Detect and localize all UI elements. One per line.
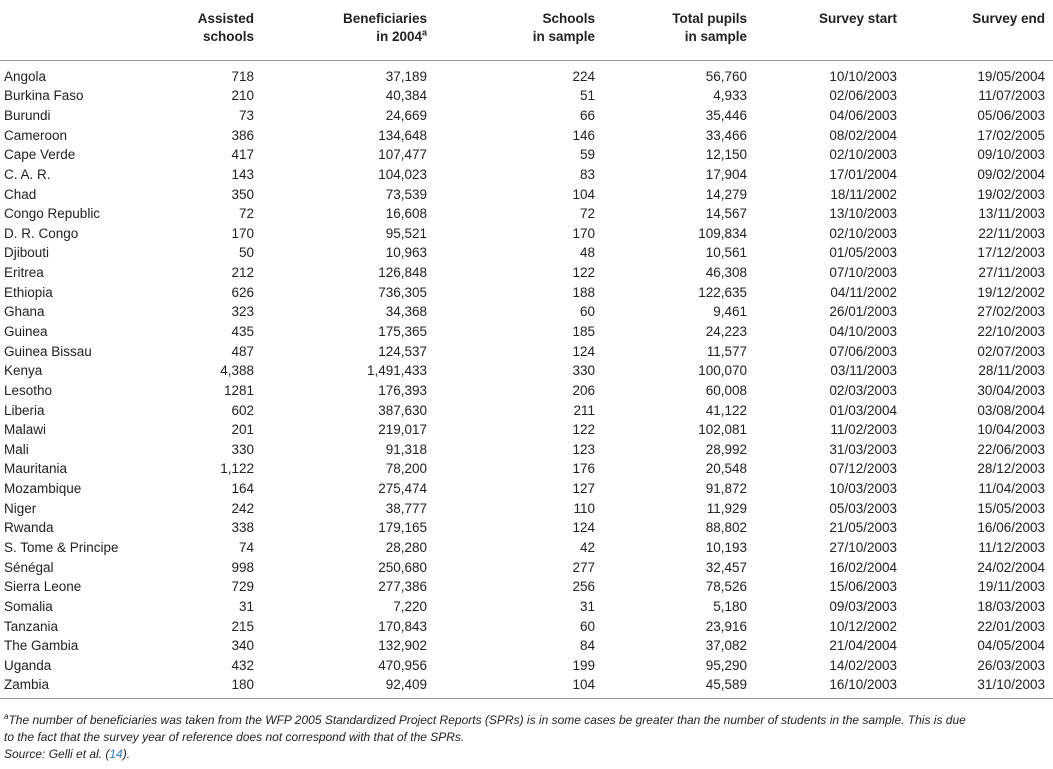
cell-survey-start: 07/12/2003	[829, 461, 897, 477]
cell-schools-in-sample: 60	[579, 304, 595, 320]
cell-assisted-schools: 201	[231, 422, 254, 438]
cell-country: Cameroon	[4, 127, 68, 143]
cell-survey-end: 15/05/2003	[977, 500, 1045, 516]
cell-survey-end: 18/03/2003	[977, 598, 1045, 614]
cell-beneficiaries: 34,368	[385, 304, 427, 320]
table-row	[0, 616, 1053, 636]
cell-total-pupils: 4,933	[713, 88, 747, 104]
cell-country: Cape Verde	[4, 147, 76, 163]
table-row	[0, 420, 1053, 440]
table-row	[0, 282, 1053, 302]
table-row	[0, 60, 1053, 86]
cell-beneficiaries: 104,023	[378, 166, 427, 182]
cell-beneficiaries: 387,630	[378, 402, 427, 418]
cell-country: Kenya	[4, 363, 43, 379]
cell-assisted-schools: 31	[238, 598, 254, 614]
cell-schools-in-sample: 277	[572, 559, 595, 575]
cell-schools-in-sample: 42	[579, 540, 595, 556]
table-row	[0, 184, 1053, 204]
cell-schools-in-sample: 199	[572, 657, 595, 673]
cell-beneficiaries: 37,189	[385, 68, 427, 84]
cell-survey-start: 10/03/2003	[829, 481, 897, 497]
cell-total-pupils: 33,466	[705, 127, 747, 143]
header-survey-end: Survey end	[905, 0, 1053, 60]
source-citation: Source: Gelli et al. (14).	[4, 747, 131, 761]
cell-survey-end: 28/11/2003	[978, 363, 1045, 379]
cell-assisted-schools: 729	[231, 579, 254, 595]
cell-survey-start: 03/11/2003	[830, 363, 897, 379]
cell-beneficiaries: 92,409	[262, 675, 435, 698]
cell-total-pupils: 28,992	[705, 441, 747, 457]
cell-survey-start: 18/11/2002	[830, 186, 897, 202]
table-row	[0, 145, 1053, 165]
cell-assisted-schools: 338	[231, 520, 254, 536]
header-country	[0, 0, 160, 60]
cell-schools-in-sample: 176	[572, 461, 595, 477]
cell-country: Ghana	[4, 304, 45, 320]
cell-schools-in-sample: 84	[579, 638, 595, 654]
cell-survey-end: 05/06/2003	[977, 107, 1045, 123]
cell-total-pupils: 23,916	[705, 618, 747, 634]
cell-country: Guinea Bissau	[4, 343, 92, 359]
cell-country: Malawi	[4, 422, 47, 438]
cell-assisted-schools: 215	[231, 618, 254, 634]
cell-survey-start: 21/04/2004	[829, 638, 897, 654]
cell-total-pupils: 78,526	[705, 579, 747, 595]
table-row	[0, 322, 1053, 342]
cell-country: Somalia	[4, 598, 53, 614]
cell-beneficiaries: 132,902	[378, 638, 427, 654]
cell-survey-end: 22/06/2003	[977, 441, 1045, 457]
cell-survey-start: 14/02/2003	[829, 657, 897, 673]
cell-assisted-schools: 72	[238, 206, 254, 222]
cell-survey-start: 10/10/2003	[829, 68, 897, 84]
cell-survey-end: 26/03/2003	[977, 657, 1045, 673]
table-row	[0, 165, 1053, 185]
cell-country: Niger	[4, 500, 37, 516]
cell-assisted-schools: 386	[231, 127, 254, 143]
cell-survey-start: 16/10/2003	[755, 675, 905, 698]
cell-survey-start: 02/10/2003	[829, 225, 897, 241]
cell-beneficiaries: 175,365	[378, 324, 427, 339]
cell-beneficiaries: 10,963	[385, 245, 427, 261]
cell-total-pupils: 91,872	[705, 481, 747, 497]
cell-assisted-schools: 74	[238, 540, 254, 556]
cell-survey-start: 04/06/2003	[829, 107, 897, 123]
cell-total-pupils: 11,929	[706, 500, 747, 516]
cell-total-pupils: 41,122	[705, 402, 747, 418]
cell-assisted-schools: 330	[231, 441, 254, 457]
cell-total-pupils: 35,446	[705, 107, 747, 123]
cell-total-pupils: 122,635	[698, 284, 747, 300]
table-row	[0, 538, 1053, 558]
cell-schools-in-sample: 110	[573, 500, 595, 516]
cell-schools-in-sample: 122	[572, 422, 595, 438]
cell-assisted-schools: 212	[231, 265, 254, 281]
table-row	[0, 479, 1053, 499]
table-header-row	[0, 0, 1053, 60]
header-total-pupils: Total pupils in sample	[603, 0, 755, 60]
cell-assisted-schools: 718	[231, 68, 254, 84]
cell-survey-start: 15/06/2003	[829, 579, 897, 595]
cell-survey-start: 10/12/2002	[829, 618, 897, 634]
cell-assisted-schools: 170	[231, 225, 254, 241]
cell-survey-end: 03/08/2004	[977, 402, 1045, 418]
cell-survey-end: 16/06/2003	[977, 520, 1045, 536]
cell-survey-end: 22/10/2003	[977, 324, 1045, 339]
table-row	[0, 400, 1053, 420]
cell-country: Mauritania	[4, 461, 68, 477]
footnote-marker: a	[4, 712, 9, 721]
cell-survey-end: 09/02/2004	[977, 166, 1045, 182]
cell-survey-end: 27/02/2003	[977, 304, 1045, 320]
cell-assisted-schools: 487	[231, 343, 254, 359]
table-row	[0, 656, 1053, 676]
cell-schools-in-sample: 211	[573, 402, 595, 418]
table-row	[0, 341, 1053, 361]
cell-survey-end: 30/04/2003	[977, 382, 1045, 398]
cell-total-pupils: 24,223	[705, 324, 747, 339]
cell-country: Lesotho	[4, 382, 53, 398]
cell-assisted-schools: 340	[231, 638, 254, 654]
cell-assisted-schools: 435	[231, 324, 254, 339]
table-row	[0, 518, 1053, 538]
cell-total-pupils: 32,457	[705, 559, 747, 575]
cell-country: Burkina Faso	[4, 88, 84, 104]
cell-country: Zambia	[0, 675, 160, 698]
cell-total-pupils: 60,008	[705, 382, 747, 398]
cell-total-pupils: 10,193	[705, 540, 747, 556]
cell-country: S. Tome & Principe	[4, 540, 119, 556]
table-row	[0, 381, 1053, 401]
cell-beneficiaries: 95,521	[385, 225, 427, 241]
cell-total-pupils: 88,802	[705, 520, 747, 536]
cell-beneficiaries: 250,680	[378, 559, 427, 575]
cell-survey-start: 16/02/2004	[829, 559, 897, 575]
cell-assisted-schools: 417	[231, 147, 254, 163]
cell-country: Burundi	[4, 107, 51, 123]
cell-beneficiaries: 275,474	[378, 481, 427, 497]
table-row	[0, 302, 1053, 322]
cell-survey-start: 05/03/2003	[829, 500, 897, 516]
header-assisted-schools: Assisted schools	[160, 0, 262, 60]
cell-survey-end: 31/10/2003	[905, 675, 1053, 698]
cell-survey-start: 13/10/2003	[829, 206, 897, 222]
cell-beneficiaries: 126,848	[378, 265, 427, 281]
cell-assisted-schools: 626	[231, 284, 254, 300]
cell-survey-end: 11/07/2003	[978, 88, 1045, 104]
cell-schools-in-sample: 104	[435, 675, 603, 698]
cell-beneficiaries: 78,200	[385, 461, 427, 477]
cell-survey-start: 21/05/2003	[829, 520, 897, 536]
cell-total-pupils: 95,290	[705, 657, 747, 673]
cell-total-pupils: 12,150	[705, 147, 747, 163]
cell-survey-end: 11/12/2003	[978, 540, 1045, 556]
cell-total-pupils: 11,577	[706, 343, 747, 359]
cell-survey-start: 07/06/2003	[829, 343, 897, 359]
cell-beneficiaries: 736,305	[378, 284, 427, 300]
footnote-marker-header: a	[421, 27, 427, 38]
cell-survey-start: 02/10/2003	[829, 147, 897, 163]
cell-total-pupils: 37,082	[705, 638, 747, 654]
cell-beneficiaries: 219,017	[378, 422, 427, 438]
cell-country: Guinea	[4, 324, 48, 339]
cell-country: Chad	[4, 186, 37, 202]
cell-schools-in-sample: 123	[572, 441, 595, 457]
header-survey-start: Survey start	[755, 0, 905, 60]
cell-total-pupils: 102,081	[698, 422, 747, 438]
cell-survey-start: 01/03/2004	[829, 402, 897, 418]
table-row	[0, 263, 1053, 283]
cell-country: Liberia	[4, 402, 45, 418]
table-row	[0, 86, 1053, 106]
cell-total-pupils: 20,548	[705, 461, 747, 477]
cell-beneficiaries: 170,843	[378, 618, 427, 634]
cell-schools-in-sample: 127	[572, 481, 595, 497]
cell-country: C. A. R.	[4, 166, 51, 182]
cell-schools-in-sample: 104	[572, 186, 595, 202]
cell-schools-in-sample: 60	[579, 618, 595, 634]
cell-survey-start: 04/11/2002	[830, 284, 897, 300]
cell-assisted-schools: 4,388	[220, 363, 254, 379]
cell-assisted-schools: 432	[231, 657, 254, 673]
cell-beneficiaries: 124,537	[378, 343, 427, 359]
table-row	[0, 577, 1053, 597]
table-row	[0, 204, 1053, 224]
cell-assisted-schools: 50	[238, 245, 254, 261]
cell-schools-in-sample: 66	[579, 107, 595, 123]
reference-link[interactable]: 14	[109, 747, 123, 761]
cell-assisted-schools: 242	[231, 500, 254, 516]
cell-beneficiaries: 470,956	[378, 657, 427, 673]
cell-total-pupils: 5,180	[713, 598, 747, 614]
cell-schools-in-sample: 122	[572, 265, 595, 281]
cell-total-pupils: 10,561	[705, 245, 747, 261]
cell-survey-start: 17/01/2004	[829, 166, 897, 182]
table-row	[0, 498, 1053, 518]
cell-country: Uganda	[4, 657, 52, 673]
cell-schools-in-sample: 330	[572, 363, 595, 379]
cell-assisted-schools: 350	[231, 186, 254, 202]
cell-total-pupils: 45,589	[603, 675, 755, 698]
cell-survey-end: 13/11/2003	[978, 206, 1045, 222]
cell-schools-in-sample: 256	[572, 579, 595, 595]
cell-assisted-schools: 998	[231, 559, 254, 575]
cell-country: Djibouti	[4, 245, 50, 261]
cell-schools-in-sample: 51	[579, 88, 595, 104]
cell-beneficiaries: 73,539	[385, 186, 427, 202]
cell-survey-start: 02/03/2003	[829, 382, 897, 398]
table-row	[0, 106, 1053, 126]
table-row	[0, 557, 1053, 577]
cell-survey-end: 28/12/2003	[977, 461, 1045, 477]
cell-beneficiaries: 176,393	[378, 382, 427, 398]
cell-assisted-schools: 164	[231, 481, 254, 497]
cell-survey-end: 17/12/2003	[977, 245, 1045, 261]
cell-survey-start: 08/02/2004	[829, 127, 897, 143]
cell-country: Rwanda	[4, 520, 54, 536]
cell-total-pupils: 17,904	[705, 166, 747, 182]
cell-beneficiaries: 7,220	[393, 598, 427, 614]
table-row	[0, 459, 1053, 479]
table-row	[0, 125, 1053, 145]
cell-assisted-schools: 1,122	[220, 461, 254, 477]
cell-assisted-schools: 143	[231, 166, 254, 182]
cell-survey-end: 22/11/2003	[978, 225, 1045, 241]
cell-schools-in-sample: 206	[572, 382, 595, 398]
cell-country: The Gambia	[4, 638, 79, 654]
cell-schools-in-sample: 146	[572, 127, 595, 143]
cell-survey-end: 19/05/2004	[977, 68, 1045, 84]
cell-beneficiaries: 107,477	[378, 147, 427, 163]
cell-total-pupils: 109,834	[698, 225, 747, 241]
cell-beneficiaries: 28,280	[385, 540, 427, 556]
cell-schools-in-sample: 170	[572, 225, 595, 241]
cell-assisted-schools: 73	[238, 107, 254, 123]
cell-survey-start: 31/03/2003	[829, 441, 897, 457]
cell-survey-end: 04/05/2004	[977, 638, 1045, 654]
cell-survey-start: 09/03/2003	[829, 598, 897, 614]
cell-country: Mozambique	[4, 481, 82, 497]
header-beneficiaries: Beneficiaries in 2004$^a$	[262, 0, 435, 60]
table-row	[0, 223, 1053, 243]
table-row	[0, 636, 1053, 656]
cell-total-pupils: 56,760	[705, 68, 747, 84]
cell-beneficiaries: 38,777	[385, 500, 427, 516]
cell-survey-start: 27/10/2003	[829, 540, 897, 556]
cell-survey-end: 22/01/2003	[977, 618, 1045, 634]
cell-schools-in-sample: 48	[579, 245, 595, 261]
cell-schools-in-sample: 31	[579, 598, 595, 614]
footnote-a: $^a$The number of beneficiaries was taken from the WFP 2005 Standardized Project Reports (SPRs) is in some cases be greater than the number of students in the sample. This is due to the fact that the survey year of reference does not correspond with that of the SPRs.	[4, 712, 966, 744]
cell-survey-end: 02/07/2003	[977, 343, 1045, 359]
cell-country: Tanzania	[4, 618, 59, 634]
cell-survey-start: 11/02/2003	[830, 422, 897, 438]
cell-country: D. R. Congo	[4, 225, 79, 241]
cell-country: Mali	[4, 441, 29, 457]
cell-survey-start: 01/05/2003	[829, 245, 897, 261]
cell-beneficiaries: 40,384	[385, 88, 427, 104]
cell-country: Ethiopia	[4, 284, 53, 300]
cell-assisted-schools: 1281	[223, 382, 254, 398]
cell-survey-end: 24/02/2004	[977, 559, 1045, 575]
cell-beneficiaries: 179,165	[378, 520, 427, 536]
cell-country: Sierra Leone	[4, 579, 82, 595]
cell-schools-in-sample: 72	[579, 206, 595, 222]
cell-country: Eritrea	[4, 265, 44, 281]
cell-survey-end: 19/02/2003	[977, 186, 1045, 202]
cell-schools-in-sample: 188	[572, 284, 595, 300]
header-schools-in-sample: Schools in sample	[435, 0, 603, 60]
cell-assisted-schools: 210	[231, 88, 254, 104]
cell-beneficiaries: 1,491,433	[366, 363, 427, 379]
cell-schools-in-sample: 224	[572, 68, 595, 84]
cell-total-pupils: 14,567	[705, 206, 747, 222]
cell-survey-end: 09/10/2003	[977, 147, 1045, 163]
cell-beneficiaries: 24,669	[385, 107, 427, 123]
table-row	[0, 440, 1053, 460]
cell-country: Angola	[4, 68, 47, 84]
cell-country: Sénégal	[4, 559, 54, 575]
table-row	[0, 675, 1053, 698]
cell-total-pupils: 46,308	[705, 265, 747, 281]
cell-survey-end: 10/04/2003	[977, 422, 1045, 438]
cell-total-pupils: 100,070	[698, 363, 747, 379]
table-row	[0, 597, 1053, 617]
cell-survey-start: 26/01/2003	[829, 304, 897, 320]
cell-beneficiaries: 277,386	[378, 579, 427, 595]
cell-survey-end: 11/04/2003	[978, 481, 1045, 497]
cell-assisted-schools: 323	[231, 304, 254, 320]
cell-assisted-schools: 180	[160, 675, 262, 698]
cell-beneficiaries: 16,608	[385, 206, 427, 222]
cell-survey-end: 17/02/2005	[977, 127, 1045, 143]
cell-schools-in-sample: 124	[572, 520, 595, 536]
cell-total-pupils: 14,279	[705, 186, 747, 202]
cell-survey-start: 02/06/2003	[829, 88, 897, 104]
table-footnotes	[4, 712, 1049, 763]
cell-schools-in-sample: 124	[572, 343, 595, 359]
cell-schools-in-sample: 83	[579, 166, 595, 182]
table-body	[0, 60, 1053, 698]
cell-beneficiaries: 134,648	[378, 127, 427, 143]
cell-survey-end: 19/11/2003	[978, 579, 1045, 595]
table-row	[0, 243, 1053, 263]
table-row	[0, 361, 1053, 381]
cell-beneficiaries: 91,318	[385, 441, 427, 457]
cell-schools-in-sample: 59	[579, 147, 595, 163]
cell-survey-start: 04/10/2003	[829, 324, 897, 339]
cell-survey-end: 27/11/2003	[978, 265, 1045, 281]
cell-country: Congo Republic	[4, 206, 101, 222]
cell-survey-end: 19/12/2002	[977, 284, 1045, 300]
cell-survey-start: 07/10/2003	[829, 265, 897, 281]
cell-total-pupils: 9,461	[713, 304, 747, 320]
cell-schools-in-sample: 185	[572, 324, 595, 339]
cell-assisted-schools: 602	[231, 402, 254, 418]
